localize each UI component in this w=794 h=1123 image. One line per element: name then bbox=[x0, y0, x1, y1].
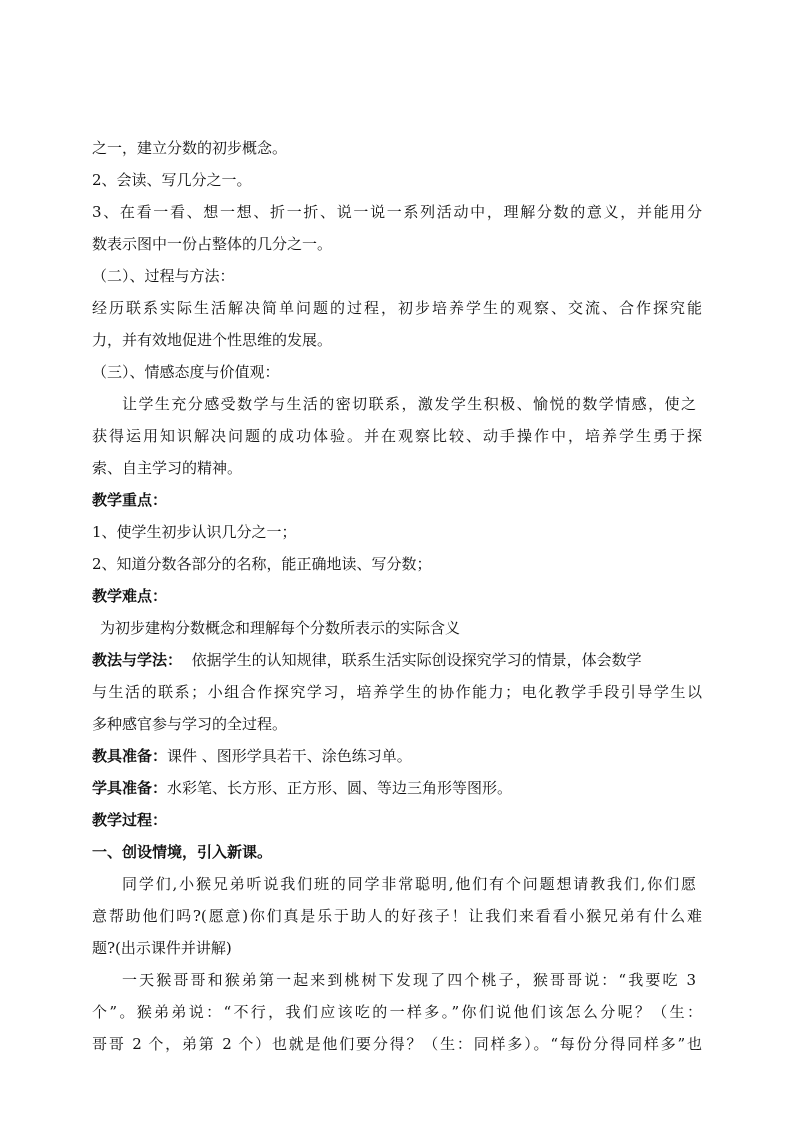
section-heading: （二）、过程与方法： bbox=[92, 267, 235, 285]
text-line: 力，并有效地促进个性思维的发展。 bbox=[92, 331, 333, 349]
text-line: 3、在看一看、想一想、折一折、说一说一系列活动中，理解分数的意义，并能用分 bbox=[92, 203, 702, 221]
text-line: 1、使学生初步认识几分之一； bbox=[92, 523, 297, 541]
method-line bbox=[92, 650, 702, 670]
text-line: 哥哥 2 个，弟第 2 个）也就是他们要分得？（生：同样多）。“每份分得同样多”也 bbox=[92, 1035, 702, 1053]
text-line: 多种感官参与学习的全过程。 bbox=[92, 715, 288, 733]
heading-step-one: 一、创设情境，引入新课。 bbox=[92, 843, 273, 861]
tools-text: 课件 、图形学具若干、涂色练习单。 bbox=[167, 747, 412, 765]
text-line: 让学生充分感受数学与生活的密切联系，激发学生积极、愉悦的数学情感，使之 bbox=[122, 395, 696, 413]
text-line: 索、自主学习的精神。 bbox=[92, 459, 243, 477]
text-line: 题?(出示课件并讲解) bbox=[92, 939, 232, 957]
text-line: 之一，建立分数的初步概念。 bbox=[92, 139, 288, 157]
text-line: 为初步建构分数概念和理解每个分数所表示的实际含义 bbox=[100, 619, 461, 637]
text-line: 2、知道分数各部分的名称，能正确地读、写分数； bbox=[92, 555, 432, 573]
text-line: 与生活的联系；小组合作探究学习，培养学生的协作能力；电化教学手段引导学生以 bbox=[92, 683, 702, 701]
heading-process: 教学过程： bbox=[92, 811, 168, 829]
student-tools-label: 学具准备： bbox=[92, 779, 168, 797]
text-line: 数表示图中一份占整体的几分之一。 bbox=[92, 235, 333, 253]
method-text: 依据学生的认知规律，联系生活实际创设探究学习的情景，体会数学 bbox=[191, 651, 642, 669]
text-line: 获得运用知识解决问题的成功体验。并在观察比较、动手操作中，培养学生勇于探 bbox=[92, 427, 702, 445]
text-line: 同学们,小猴兄弟听说我们班的同学非常聪明,他们有个问题想请教我们,你们愿 bbox=[122, 875, 696, 893]
student-tools-text: 水彩笔、长方形、正方形、圆、等边三角形等图形。 bbox=[167, 779, 513, 797]
heading-key-points: 教学重点： bbox=[92, 491, 168, 509]
text-line: 个”。猴弟弟说：“不行，我们应该吃的一样多。”你们说他们该怎么分呢？（生： bbox=[92, 1003, 702, 1021]
tools-line bbox=[92, 746, 702, 766]
method-label: 教法与学法： bbox=[92, 651, 183, 669]
text-line: 经历联系实际生活解决简单问题的过程，初步培养学生的观察、交流、合作探究能 bbox=[92, 299, 702, 317]
text-line: 意帮助他们吗?(愿意)你们真是乐于助人的好孩子！让我们来看看小猴兄弟有什么难 bbox=[92, 907, 702, 925]
text-line: 一天猴哥哥和猴弟第一起来到桃树下发现了四个桃子，猴哥哥说：“我要吃 3 bbox=[122, 971, 696, 989]
tools-label: 教具准备： bbox=[92, 747, 168, 765]
heading-difficulties: 教学难点： bbox=[92, 587, 168, 605]
section-heading: （三）、情感态度与价值观： bbox=[92, 363, 280, 381]
student-tools-line bbox=[92, 778, 702, 798]
text-line: 2、会读、写几分之一。 bbox=[92, 171, 252, 189]
